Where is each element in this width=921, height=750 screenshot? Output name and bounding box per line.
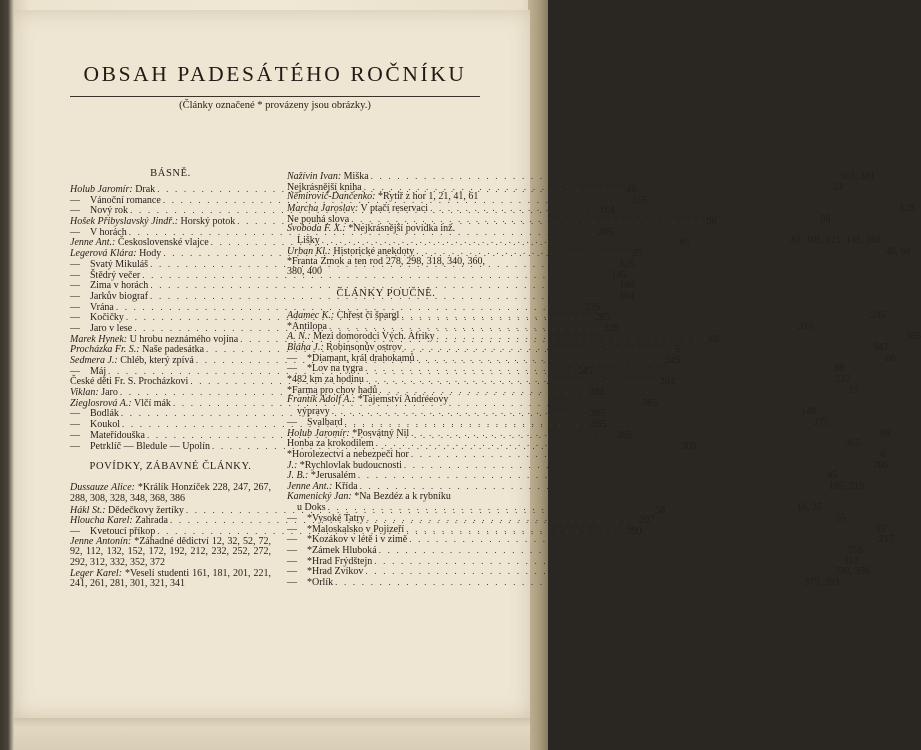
- dot-leader: [335, 577, 802, 588]
- entry-page: 217: [878, 534, 894, 546]
- dot-leader: [367, 513, 834, 524]
- entry-title: *Zámek Hluboká: [307, 545, 377, 557]
- entry-title: Honba za krokodilem: [287, 438, 374, 450]
- dot-leader: [365, 363, 832, 374]
- index-entry: [287, 555, 859, 567]
- entry-dash: —: [70, 258, 80, 270]
- entry-author: Holub Jaromír:: [287, 427, 350, 439]
- index-entry: [287, 257, 485, 278]
- entry-page: 225: [585, 301, 601, 313]
- entry-page: 390: [626, 525, 642, 537]
- entry-author: Svoboda F. X.:: [287, 223, 346, 235]
- entry-author: Zieglosrová A.:: [70, 397, 132, 409]
- entry-title: Robinsonův ostrov: [326, 342, 402, 353]
- index-entry: [287, 395, 485, 406]
- entry-dash: —: [287, 513, 297, 525]
- index-entry: [287, 545, 863, 557]
- entry-title: V ptačí reservaci: [360, 203, 429, 215]
- entry-page: 245: [665, 355, 681, 366]
- entry-title: Svalbard: [307, 416, 343, 428]
- entry-page: 25: [632, 248, 643, 260]
- index-entry: [287, 459, 889, 471]
- entry-page: 65: [679, 237, 690, 249]
- entry-page: 317: [843, 555, 859, 567]
- dot-leader: [329, 321, 796, 332]
- dot-leader: [374, 556, 841, 567]
- entry-title: U hrobu neznámého vojína: [129, 333, 239, 345]
- entry-page: 365: [844, 438, 860, 450]
- dot-leader: [437, 331, 904, 342]
- entry-title: Zima v horách: [90, 280, 149, 292]
- entry-dash: —: [70, 269, 80, 281]
- index-entry: [287, 470, 838, 482]
- entry-title: Ne pouhá slova: [287, 213, 350, 225]
- entry-author: Legerová Klára:: [70, 248, 137, 260]
- entry-title: Vrána: [90, 301, 114, 313]
- entry-title: *Králík Honzíček 228, 247, 267, 288, 308, 328, 348, 368, 386: [70, 482, 271, 504]
- entry-page: 184: [619, 290, 635, 302]
- page-subtitle: (Články označené * provázeny jsou obrázky.): [179, 100, 371, 111]
- section-heading-poems: BÁSNĚ.: [150, 168, 191, 179]
- entry-dash: —: [70, 322, 80, 334]
- entry-dash: —: [70, 525, 80, 537]
- entry-page: 347: [873, 342, 889, 353]
- entry-title: Jaro: [101, 387, 118, 399]
- entry-title: Jaro v lese: [90, 322, 133, 334]
- entry-title: Vlčí mák: [134, 397, 171, 409]
- entry-title: Chléb, který zpívá: [120, 355, 194, 366]
- entry-title: Miška: [343, 171, 369, 182]
- entry-dash: —: [70, 290, 80, 302]
- entry-author: Procházka Fr. S.:: [70, 344, 140, 356]
- entry-title: *Antilopa: [287, 320, 327, 332]
- entry-page: 128: [899, 203, 915, 215]
- index-entry: [287, 192, 485, 203]
- dot-leader: [411, 428, 878, 439]
- page-bottom-edge: [14, 718, 530, 750]
- entry-page: 164: [599, 205, 615, 217]
- entry-title: *Hrad Zvíkov: [307, 566, 364, 578]
- index-entry: [287, 492, 485, 503]
- entry-title: Mezi domorodci Vých. Afriky: [313, 331, 435, 343]
- entry-page: 95: [875, 523, 886, 535]
- entry-page: 155: [632, 194, 648, 206]
- title-rule: [70, 96, 480, 97]
- entry-author: Kamenický Jan:: [287, 490, 352, 502]
- entry-title: Historické anekdoty: [333, 245, 415, 257]
- entry-author: Marcha Jaroslav:: [287, 203, 359, 215]
- entry-dash: —: [287, 352, 297, 364]
- entry-page: 175: [813, 416, 829, 428]
- index-entry: [287, 534, 894, 546]
- entry-page: 315: [798, 320, 814, 332]
- dot-leader: [404, 342, 871, 353]
- entry-title: *482 km za hodinu: [287, 374, 364, 386]
- entry-title: *Na Bezdéz a k rybníku: [354, 490, 451, 502]
- entry-author: Urban Kl.:: [287, 245, 331, 257]
- entry-page: 58: [655, 504, 666, 516]
- entry-page: 338, 356: [834, 566, 870, 578]
- entry-page: 24: [832, 181, 843, 193]
- entry-title: Štědrý večer: [90, 269, 141, 281]
- dot-leader: [416, 246, 883, 257]
- entry-author: Jenne Ant.:: [70, 237, 116, 249]
- entry-title: *Lov na tygra: [307, 363, 364, 375]
- entry-page: 148: [801, 406, 817, 418]
- entry-dash: —: [287, 566, 297, 578]
- entry-title: *Rychlovlak budoucnosti: [299, 459, 402, 471]
- entry-title: České děti Fr. S. Procházkovi: [70, 376, 189, 388]
- dot-leader: [411, 449, 878, 460]
- dot-leader: [379, 385, 846, 396]
- entry-page: 96: [706, 216, 717, 228]
- entry-page: 365: [616, 429, 632, 441]
- entry-title: Nejkrásnější kniha: [287, 181, 362, 193]
- entry-title: *Rytíř z hor 1, 21, 41, 61: [377, 191, 479, 203]
- entry-page: 5: [675, 344, 681, 356]
- entry-title: *Nejkrásnější povídka inž.: [348, 223, 456, 235]
- entry-title: *Hrad Frýdštejn: [307, 555, 373, 567]
- entry-title: Máj: [90, 365, 107, 377]
- index-entry: [70, 537, 271, 569]
- dot-leader: [371, 171, 838, 182]
- entry-title: Bodlák: [90, 408, 119, 420]
- entry-author: Adamec K.:: [287, 309, 335, 321]
- entry-page: 345: [577, 365, 593, 377]
- entry-author: Nažívin Ivan:: [287, 171, 342, 182]
- dot-leader: [358, 470, 825, 481]
- entry-title: *Posvátný Nil: [352, 427, 410, 439]
- entry-page: 48, 64: [885, 245, 911, 257]
- entry-dash: —: [70, 440, 80, 452]
- entry-title: *Záhadné dědictví 12, 32, 52, 72, 92, 112, 132, 152, 172, 192, 212, 232, 252, 272, 292, 312, 332, 352, 372: [70, 535, 271, 569]
- entry-title: *Maloskalsko v Pojizeří: [307, 523, 405, 535]
- entry-author: Hloucha Karel:: [70, 515, 133, 527]
- entry-text: [70, 442, 210, 453]
- entry-title: Koukol: [90, 419, 120, 431]
- entry-author: Frantík Adolf A.:: [287, 394, 356, 406]
- entry-page: 385: [905, 331, 921, 343]
- dot-leader: [404, 460, 871, 471]
- entry-title: *Vysoké Tatry: [307, 513, 365, 525]
- entry-text: [287, 578, 333, 589]
- entry-author: Bláha J.:: [287, 342, 324, 353]
- entry-page: 86: [709, 333, 720, 345]
- entry-dash: —: [287, 534, 297, 546]
- entry-dash: —: [70, 429, 80, 441]
- entry-dash: —: [70, 226, 80, 238]
- entry-title: Dědečkovy žertíky: [108, 504, 184, 516]
- entry-title: *Jerusalém: [310, 470, 356, 482]
- entry-title: V horách: [90, 226, 127, 238]
- entry-page: 15: [848, 384, 859, 396]
- entry-title: Horský potok: [180, 216, 236, 228]
- dot-leader: [416, 353, 883, 364]
- index-entry: [287, 342, 889, 353]
- entry-title: Petrklíč — Bledule — Upolín: [90, 440, 210, 452]
- entry-page: 204: [659, 376, 675, 388]
- entry-author: J.:: [287, 459, 298, 471]
- entry-dash: —: [70, 408, 80, 420]
- entry-title: *Tajemství Andréeovy: [357, 394, 449, 406]
- entry-page: 69: [880, 427, 891, 439]
- entry-page: 88: [834, 363, 845, 375]
- entry-title: Chřest či špargl: [336, 309, 400, 321]
- entry-title: Zahrada: [135, 515, 168, 527]
- entry-dash: —: [287, 416, 297, 428]
- entry-page: 185, 215: [828, 480, 864, 492]
- entry-dash: —: [287, 545, 297, 557]
- entry-title: *Orlík: [307, 577, 334, 589]
- entry-author: Jenne Antonín:: [70, 535, 132, 547]
- entry-author: Sedmera J.:: [70, 355, 118, 366]
- page-title: OBSAH PADESÁTÉHO ROČNÍKU: [83, 62, 467, 86]
- entry-title: Kočičky: [90, 312, 124, 324]
- entry-author: Jenne Ant.:: [287, 480, 333, 492]
- entry-page: 98: [820, 213, 831, 225]
- index-entry: [287, 171, 875, 182]
- entry-dash: —: [70, 301, 80, 313]
- index-entry: [70, 269, 627, 281]
- entry-author: Marek Hynek:: [70, 333, 128, 345]
- entry-dash: —: [287, 555, 297, 567]
- entry-page: 46: [626, 184, 637, 195]
- entry-title: Československé vlajce: [117, 237, 209, 249]
- entry-author: A. N.:: [287, 331, 311, 343]
- dot-leader: [430, 203, 897, 214]
- entry-dash: —: [70, 280, 80, 292]
- entry-page: 145: [611, 269, 627, 281]
- entry-page: 373, 393: [804, 577, 840, 589]
- entry-page: 326: [603, 322, 619, 334]
- entry-title: *Kozákov v létě i v zimě: [307, 534, 408, 546]
- entry-title: Drak: [135, 184, 156, 195]
- index-entry: [287, 448, 886, 460]
- entry-dash: —: [287, 577, 297, 589]
- entry-author: Hákl St.:: [70, 504, 106, 516]
- entry-dash: —: [70, 194, 80, 206]
- entry-title: výpravy: [297, 406, 330, 418]
- entry-title: Hody: [139, 248, 162, 260]
- entry-page: 55: [835, 513, 846, 525]
- index-entry: [287, 577, 840, 589]
- entry-page: 386: [681, 440, 697, 452]
- section-heading-educational: ČLÁNKY POUČNÉ.: [336, 287, 436, 299]
- entry-page: 169: [619, 280, 635, 292]
- dot-leader: [366, 374, 833, 385]
- entry-page: 361, 381: [839, 171, 875, 182]
- entry-title: *Diamant, král drahokamů: [307, 352, 415, 364]
- entry-title: Kvetoucí příkop: [90, 525, 156, 537]
- index-entry: [70, 280, 635, 292]
- entry-page: 6: [880, 448, 886, 460]
- entry-page: 384: [589, 387, 605, 399]
- entry-page: 227: [835, 374, 851, 386]
- entry-page: 265: [595, 312, 611, 324]
- entry-title: u Doks: [297, 502, 326, 514]
- entry-page: 81, 101, 121, 141, 168: [791, 235, 882, 247]
- dot-leader: [322, 235, 789, 246]
- dot-leader: [365, 566, 832, 577]
- entry-page: 245: [870, 309, 886, 321]
- dot-leader: [328, 502, 795, 513]
- entry-page: 66: [885, 352, 896, 364]
- dot-leader: [409, 534, 876, 545]
- index-entry: [70, 301, 601, 313]
- entry-title: Naše padesátka: [142, 344, 205, 356]
- entry-title: Nový rok: [90, 205, 129, 217]
- entry-title: Křída: [334, 480, 358, 492]
- entry-author: Holub Jaromír:: [70, 184, 133, 195]
- entry-title: *Franta Zmok a ten rod 278, 298, 318, 340, 360, 380, 400: [287, 255, 485, 278]
- entry-dash: —: [287, 363, 297, 375]
- entry-dash: —: [70, 365, 80, 377]
- entry-page: 365: [590, 408, 606, 420]
- entry-dash: —: [70, 419, 80, 431]
- entry-title: Jarkův biograf: [90, 290, 149, 302]
- entry-page: 45: [827, 470, 838, 482]
- entry-page: 305: [598, 226, 613, 238]
- index-entry: [287, 224, 485, 235]
- entry-author: Hošek Přibyslavský Jindř.:: [70, 216, 179, 228]
- index-entry: [287, 566, 870, 578]
- dot-leader: [332, 406, 799, 417]
- section-heading-stories: POVÍDKY, ZÁBAVNÉ ČLÁNKY.: [89, 461, 252, 473]
- entry-page: 16, 35: [796, 502, 822, 514]
- entry-page: 207: [639, 515, 655, 527]
- entry-title: *Horolezectví a nebezpečí hor: [287, 448, 409, 460]
- index-entry: [70, 483, 271, 504]
- entry-author: Viklan:: [70, 387, 99, 399]
- entry-title: *Veselí studenti 161, 181, 201, 221, 241, 261, 281, 301, 321, 341: [70, 567, 272, 590]
- entry-author: Dussauze Alice:: [70, 482, 135, 494]
- entry-title: Mateřídouška: [90, 429, 145, 441]
- dot-leader: [379, 545, 846, 556]
- dot-leader: [401, 310, 868, 321]
- entry-author: Němirovič-Dančenko:: [287, 191, 376, 203]
- entry-dash: —: [287, 523, 297, 535]
- entry-author: Leger Karel:: [70, 567, 123, 579]
- entry-page: 206: [873, 459, 889, 471]
- entry-author: J. B.:: [287, 470, 309, 482]
- entry-dash: —: [70, 205, 80, 217]
- index-entry: [70, 569, 271, 590]
- entry-page: 256: [847, 545, 863, 557]
- entry-page: 365: [642, 397, 658, 409]
- entry-page: 125: [619, 258, 635, 270]
- dot-leader: [376, 438, 843, 449]
- entry-title: *Farma pro chov hadů: [287, 384, 378, 396]
- entry-title: Svatý Mikuláš: [90, 258, 149, 270]
- dot-leader: [345, 417, 812, 428]
- dot-leader: [406, 524, 873, 535]
- entry-dash: —: [70, 312, 80, 324]
- entry-page: 365: [591, 419, 607, 431]
- entry-title: Vánoční romance: [90, 194, 161, 206]
- entry-title: Lišky: [297, 235, 320, 247]
